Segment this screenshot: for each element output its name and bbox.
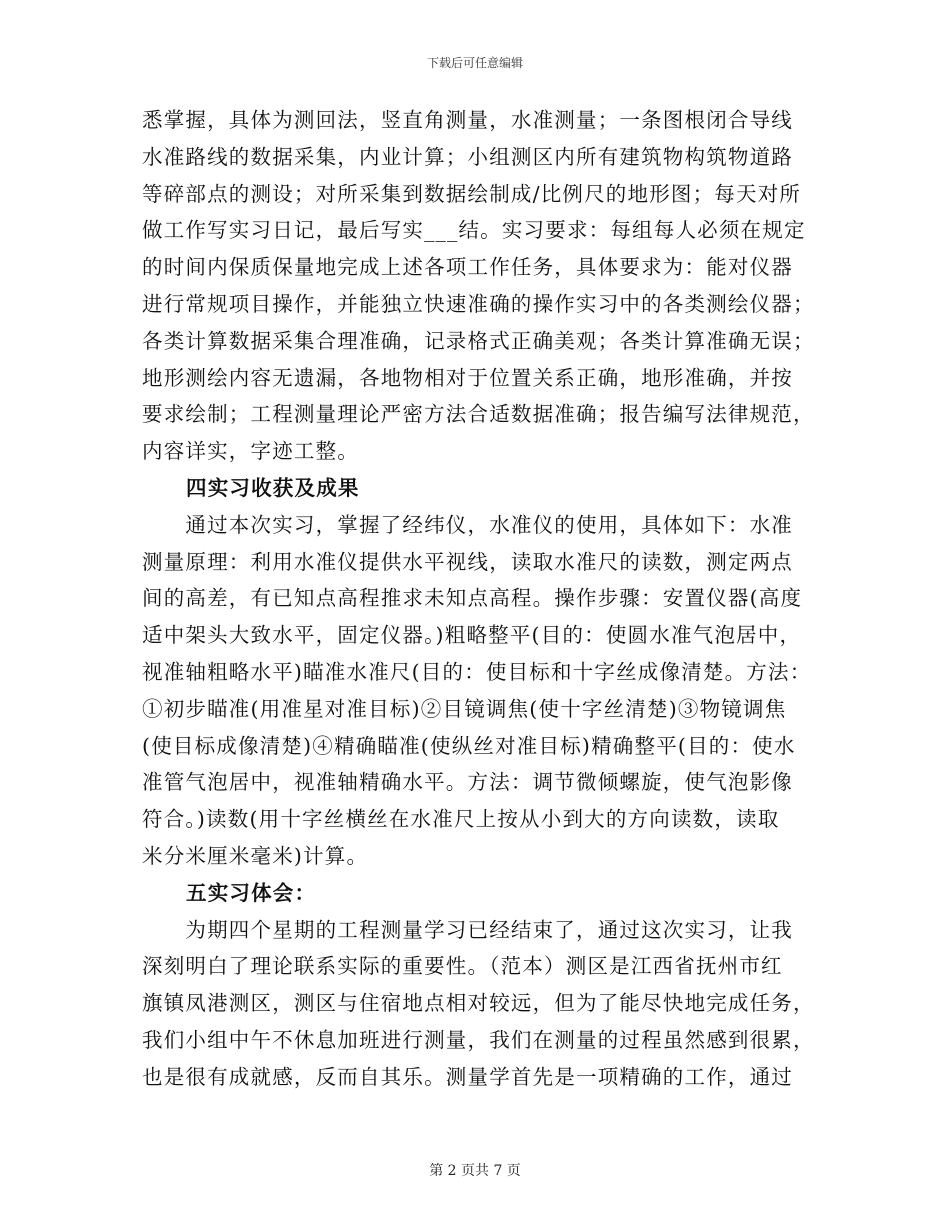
text-line: 准管气泡居中，视准轴精确水平。方法：调节微倾螺旋，使气泡影像 xyxy=(142,770,793,795)
text-line: 也是很有成就感，反而自其乐。测量学首先是一项精确的工作，通过 xyxy=(142,1064,793,1089)
text-line: 地形测绘内容无遗漏，各地物相对于位置关系正确，地形准确，并按 xyxy=(142,365,793,390)
text-line: 深刻明白了理论联系实际的重要性。（范本）测区是江西省抚州市红 xyxy=(142,954,783,979)
section-heading-gains: 四实习收获及成果 xyxy=(186,475,360,500)
text-line: 我们小组中午不休息加班进行测量，我们在测量的过程虽然感到很累， xyxy=(142,1027,815,1052)
text-line: 内容详实，字迹工整。 xyxy=(142,439,359,464)
page-footer: 第 2 页共 7 页 xyxy=(429,1163,521,1179)
text-line: 水准路线的数据采集，内业计算；小组测区内所有建筑物构筑物道路 xyxy=(142,144,793,169)
document-body xyxy=(142,102,815,1096)
text-line: 符合。)读数(用十字丝横丝在水准尺上按从小到大的方向读数，读取 xyxy=(142,807,780,832)
text-line: 为期四个星期的工程测量学习已经结束了，通过这次实习，让我 xyxy=(142,917,793,942)
text-line: 视准轴粗略水平)瞄准水准尺(目的：使目标和十字丝成像清楚。方法： xyxy=(142,659,812,684)
section-heading-experience: 五实习体会： xyxy=(186,880,317,905)
text-line: 旗镇凤港测区，测区与住宿地点相对较远，但为了能尽快地完成任务， xyxy=(142,991,815,1016)
text-line: 进行常规项目操作，并能独立快速准确的操作实习中的各类测绘仪器； xyxy=(142,291,815,316)
text-line: 要求绘制；工程测量理论严密方法合适数据准确；报告编写法律规范， xyxy=(142,402,815,427)
text-line: 测量原理：利用水准仪提供水平视线，读取水准尺的读数，测定两点 xyxy=(142,549,793,574)
paragraph-gains xyxy=(142,507,812,875)
text-line: 做工作写实习日记，最后写实___结。实习要求：每组每人必须在规定 xyxy=(142,218,806,243)
text-line: 悉掌握，具体为测回法，竖直角测量，水准测量；一条图根闭合导线 xyxy=(142,108,793,132)
text-line: 间的高差，有已知点高程推求未知点高程。操作步骤：安置仪器(高度 xyxy=(142,586,803,611)
text-line: 的时间内保质保量地完成上述各项工作任务，具体要求为：能对仪器 xyxy=(142,255,793,280)
text-line: 米分米厘米毫米)计算。 xyxy=(142,843,369,868)
text-line: 适中架头大致水平，固定仪器。)粗略整平(目的：使圆水准气泡居中， xyxy=(142,623,802,648)
text-line: ①初步瞄准(用准星对准目标)②目镜调焦(使十字丝清楚)③物镜调焦 xyxy=(142,696,787,721)
text-line: 等碎部点的测设；对所采集到数据绘制成/比例尺的地形图；每天对所 xyxy=(142,181,802,206)
paragraph-requirements xyxy=(142,102,815,470)
paragraph-experience xyxy=(142,912,815,1096)
page-header: 下载后可任意编辑 xyxy=(426,56,523,70)
text-line: 通过本次实习，掌握了经纬仪，水准仪的使用，具体如下：水准 xyxy=(142,512,793,537)
text-line: 各类计算数据采集合理准确，记录格式正确美观；各类计算准确无误； xyxy=(142,328,815,353)
text-line: (使目标成像清楚)④精确瞄准(使纵丝对准目标)精确整平(目的：使水 xyxy=(142,733,796,758)
